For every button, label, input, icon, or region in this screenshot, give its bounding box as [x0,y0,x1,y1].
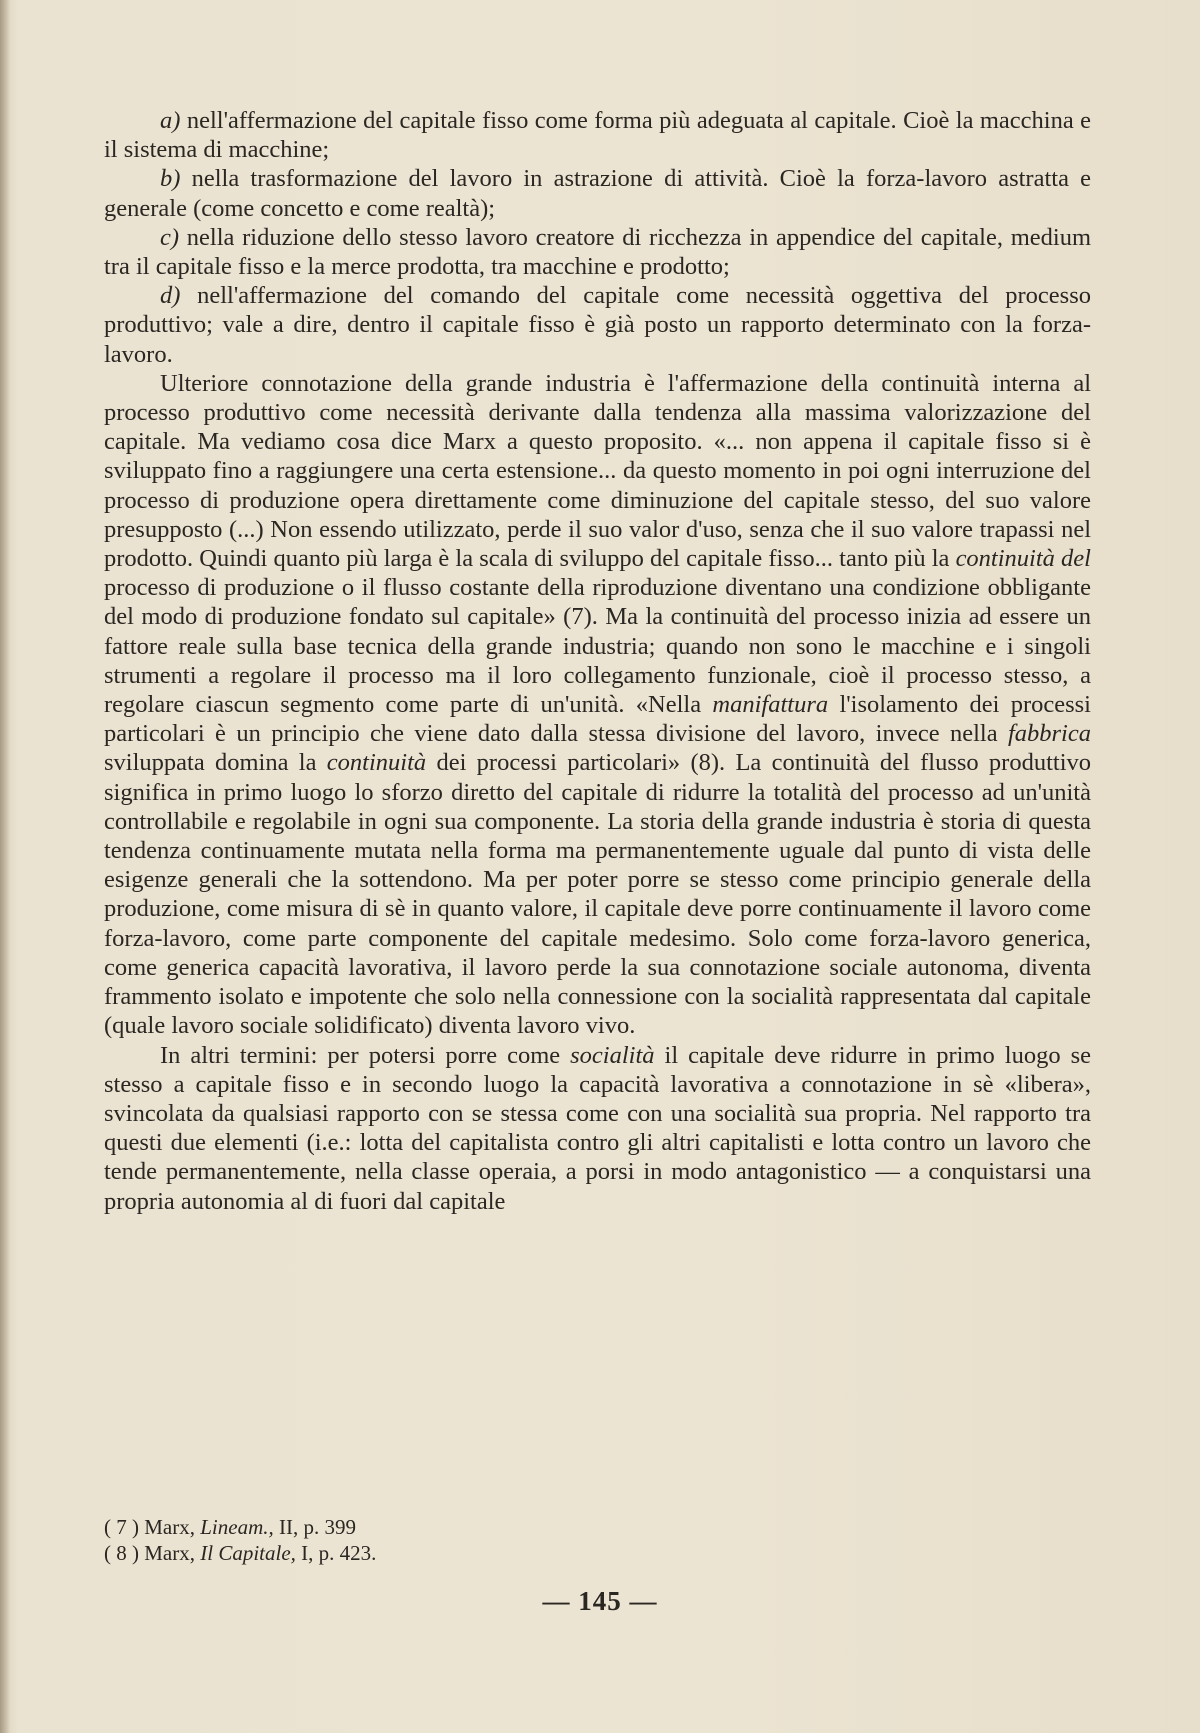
item-text: nell'affermazione del capitale fisso come forma più adeguata al capitale. Cioè la macchina e il sistema di macchine; [104,107,1091,164]
italic-text: continuità del [955,545,1091,573]
item-text: nella riduzione dello stesso lavoro creatore di ricchezza in appendice del capitale, medium tra il capitale fisso e la merce prodotta, tra macchine e prodotto; [104,223,1092,281]
footnote-7 [104,1514,1091,1540]
footnote-8 [104,1540,1091,1566]
footnote-reference: I, p. 423. [301,1541,377,1565]
footnote-number: ( 8 ) [104,1541,139,1565]
footnote-number: ( 7 ) [104,1515,139,1539]
paragraph-text: l'isolamento dei processi particolari è un principio che viene dato dalla stessa divisione del lavoro, invece nella [104,691,1091,748]
footnote-author: Marx, [144,1541,195,1565]
paragraph-text: processo di produzione o il flusso costante della riproduzione diventano una condizione obbligante del modo di produzione fondato sul capitale» (7). Ma la continuità del processo inizia ad essere un fattore reale sulla base tecnica della grande industria; quando non sono le macchine e i singoli strumenti a regolare il processo ma il loro collegamento funzionale, cioè il processo stesso, a regolare ciascun segmento come parte di un'unità. «Nella [104,574,1091,719]
italic-text: socialità [570,1041,655,1069]
item-label: c) [160,223,180,251]
list-item-a [104,106,1091,164]
footnote-title: Il Capitale, [200,1541,296,1565]
item-label: d) [160,282,181,310]
page-number: — 145 — [542,1586,658,1616]
list-item-d [104,281,1091,369]
paragraph-1 [104,369,1091,1041]
item-text: nella trasformazione del lavoro in astrazione di attività. Cioè la forza-lavoro astratta e generale (come concetto e come realtà); [104,165,1091,222]
paragraph-text: sviluppata domina la [104,749,327,777]
main-text [104,106,1091,1216]
italic-text: fabbrica [1007,720,1091,748]
italic-text: continuità [326,749,427,777]
footnote-reference: II, p. 399 [279,1515,356,1539]
item-text: nell'affermazione del comando del capitale come necessità oggettiva del processo produttivo; vale a dire, dentro il capitale fisso è già posto un rapporto determinato con la forza-lavoro. [104,282,1091,368]
paragraph-text: Ulteriore connotazione della grande industria è l'affermazione della continuità interna al processo produttivo come necessità derivante dalla tendenza alla massima valorizzazione del capitale. Ma vediamo cosa dice Marx a questo proposito. «... non appena il capitale fisso si è sviluppato fino a raggiungere una certa estensione... da questo momento in poi ogni interruzione del processo di produzione opera direttamente come diminuzione del capitale stesso, del suo valore presupposto (...) Non essendo utilizzato, perde il suo valor d'uso, senza che il suo valore trapassi nel prodotto. Quindi quanto più larga è la scala di sviluppo del capitale fisso... tanto più la [104,369,1091,573]
paragraph-2 [104,1041,1091,1216]
italic-text: manifattura [712,691,829,719]
spine-shadow [0,0,10,1733]
paragraph-text: dei processi particolari» (8). La continuità del flusso produttivo significa in primo luogo lo sforzo diretto del capitale di ridurre la totalità del processo ad un'unità controllabile e regolabile in ogni sua componente. La storia della grande industria è storia di questa tendenza continuamente mutata nella forma ma permanentemente uguale dal punto di vista delle esigenze generali che la sottendono. Ma per poter porre se stesso come principio generale della produzione, come misura di sè in quanto valore, il capitale deve porre continuamente il lavoro come forza-lavoro, come parte componente del capitale medesimo. Solo come forza-lavoro generica, come generica capacità lavorativa, il lavoro perde la sua connotazione sociale autonoma, diventa frammento isolato e impotente che solo nella connessione con la socialità rappresentata dal capitale (quale lavoro sociale solidificato) diventa lavoro vivo. [104,749,1092,1040]
paragraph-text: In altri termini: per potersi porre come [160,1041,571,1069]
item-label: a) [160,107,181,134]
list-item-b [104,164,1091,222]
footnote-author: Marx, [144,1515,195,1539]
footnote-title: Lineam., [200,1515,274,1539]
footnotes [104,1514,1091,1566]
list-item-c [104,223,1091,281]
item-label: b) [160,165,181,193]
paragraph-text: il capitale deve ridurre in primo luogo se stesso a capitale fisso e in secondo luogo la capacità lavorativa a connotazione in sè «libera», svincolata da qualsiasi rapporto con se stessa come con una socialità sua propria. Nel rapporto tra questi due elementi (i.e.: lotta del capitalista contro gli altri capitalisti e lotta contro un lavoro che tende permanentemente, nella classe operaia, a porsi in modo antagonistico — a conquistarsi una propria autonomia al di fuori dal capitale [104,1041,1091,1215]
